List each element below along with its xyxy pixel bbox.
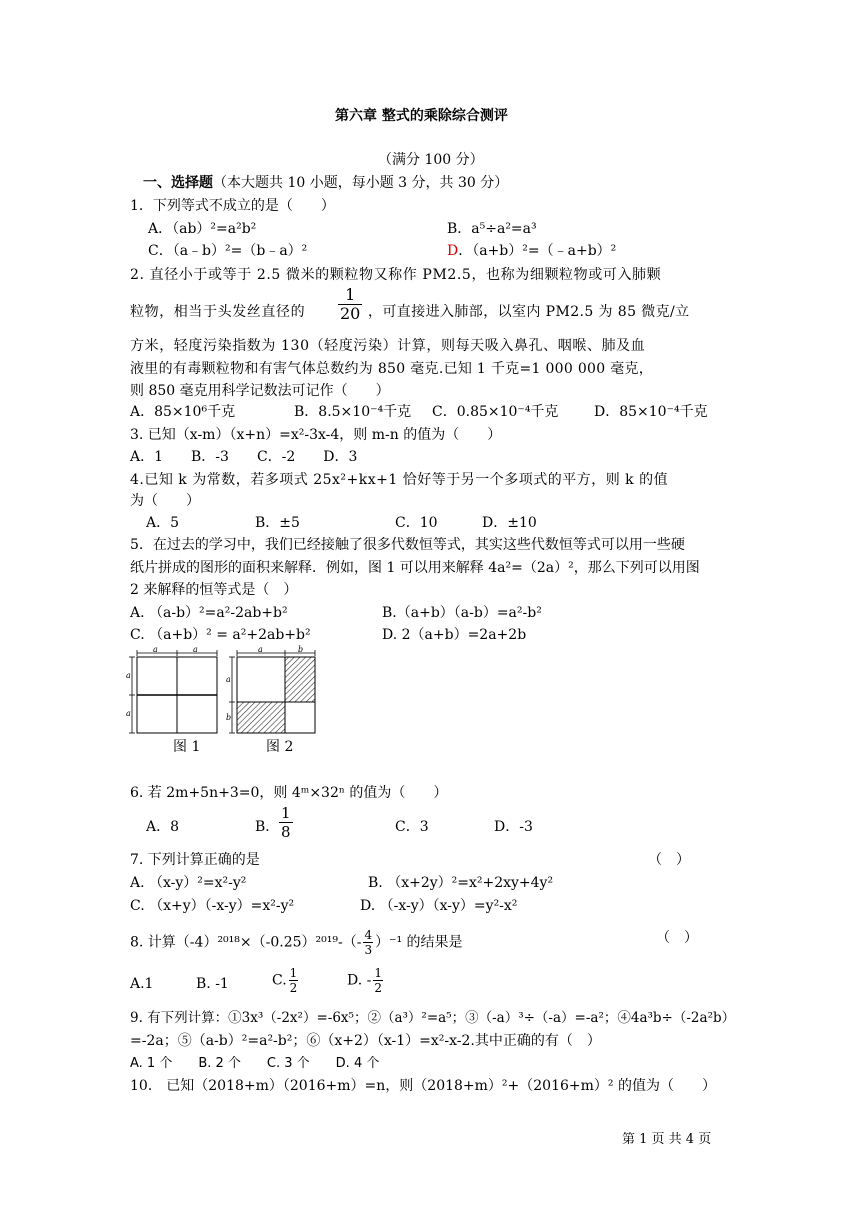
question-7-option-a: A. （x-y）²=x²-y²	[130, 875, 247, 891]
question-9-line-2: =-2a；⑤（a-b）²=a²-b²；⑥（x+2）（x-1）=x²-x-2.其中正确的有（ ）	[130, 1033, 601, 1049]
section-heading	[143, 173, 508, 193]
section-title: 一、选择题	[143, 175, 213, 191]
question-8-option-a: A.1	[130, 976, 154, 992]
option-c-fraction	[289, 966, 299, 995]
fig2-left-label-b: b	[226, 713, 232, 722]
figure-1	[126, 645, 217, 733]
question-4-option-c: C．10	[395, 515, 438, 531]
question-1-option-d	[447, 241, 616, 261]
question-5-option-d: D. 2（a+b）=2a+2b	[382, 627, 527, 643]
question-8-stem-post: ）⁻¹ 的结果是	[375, 934, 463, 951]
fig1-top-label-a2: a	[193, 645, 198, 654]
question-2-line-2a: 粒物，相当于头发丝直径的	[130, 304, 306, 320]
question-4-option-d: D．±10	[482, 515, 537, 531]
question-2-line-5: 则 850 毫克用科学记数法可记作（ ）	[130, 383, 390, 399]
question-8-stem	[130, 928, 463, 957]
fraction-1-20	[338, 286, 362, 323]
fraction-numerator: 4	[364, 928, 373, 942]
question-4-line-1: 4.已知 k 为常数，若多项式 25x²+kx+1 恰好等于另一个多项式的平方，则 k 的值	[130, 472, 669, 488]
question-8-stem-pre: 8. 计算（-4）²⁰¹⁸×（-0.25）²⁰¹⁹-（-	[130, 934, 362, 951]
question-2-option-a: A．85×10⁶千克	[130, 404, 236, 420]
fig2-top-label-b: b	[298, 645, 304, 654]
question-6-option-c: C．3	[395, 819, 429, 835]
fraction-numerator: 1	[281, 804, 291, 822]
question-2-option-d: D．85×10⁻⁴千克	[594, 404, 708, 420]
question-6-option-b-fraction	[279, 804, 293, 841]
option-d-label: D. -	[347, 972, 372, 989]
option-d-text: ．（a+b）²=（﹣a+b）²	[458, 243, 617, 259]
question-8-option-d	[347, 966, 385, 995]
question-5-line-2: 纸片拼成的图形的面积来解释．例如，图 1 可以用来解释 4a²=（2a）²，那么下列可以用图	[130, 560, 700, 576]
question-1-stem: 1．下列等式不成立的是（ ）	[130, 198, 335, 214]
question-2-line-4: 液里的有毒颗粒物和有害气体总数约为 850 毫克.已知 1 千克=1 000 000 毫克，	[130, 361, 654, 377]
question-4-option-b: B．±5	[255, 515, 300, 531]
fraction-numerator: 1	[289, 966, 298, 980]
question-2-line-3: 方米，轻度污染指数为 130（轻度污染）计算，则每天吸入鼻孔、咽喉、肺及血	[130, 338, 646, 354]
question-2-line-1: 2. 直径小于或等于 2.5 微米的颗粒物又称作 PM2.5，也称为细颗粒物或可入肺颗	[130, 267, 662, 283]
figures-area	[125, 645, 325, 745]
question-3-options: A．1 B．-3 C．-2 D．3	[130, 449, 358, 465]
fraction-numerator: 1	[374, 966, 382, 980]
question-5-option-c: C. （a+b）² = a²+2ab+b²	[130, 627, 311, 643]
question-5-option-a: A. （a-b）²=a²-2ab+b²	[130, 605, 288, 621]
question-4-option-a: A．5	[146, 515, 180, 531]
fraction-denominator: 20	[340, 304, 361, 323]
fraction-numerator: 1	[338, 286, 362, 305]
figure-2-caption: 图 2	[266, 739, 294, 755]
question-9-options: A. 1 个 B. 2 个 C. 3 个 D. 4 个	[130, 1056, 380, 1071]
fig2-left-label-a: a	[226, 675, 231, 684]
question-10-stem: 10． 已知（2018+m）（2016+m）=n，则（2018+m）²+（2016+m）² 的值为（ ）	[130, 1078, 716, 1094]
section-note: （本大题共 10 小题，每小题 3 分，共 30 分）	[213, 175, 509, 191]
fraction-denominator: 2	[289, 981, 298, 995]
fraction-denominator: 3	[364, 943, 373, 957]
fig1-top-label-a1: a	[153, 645, 158, 654]
question-7-option-d: D. （-x-y）（x-y）=y²-x²	[360, 898, 518, 914]
page-title: 第六章 整式的乘除综合测评	[335, 108, 508, 124]
option-d-fraction	[373, 966, 383, 995]
question-2-line-2b: ，可直接进入肺部，以室内 PM2.5 为 85 微克/立	[368, 304, 690, 320]
question-1-option-a: A．（ab）²=a²b²	[148, 221, 257, 237]
question-5-line-1: 5．在过去的学习中，我们已经接触了很多代数恒等式，其实这些代数恒等式可以用一些硬	[130, 537, 685, 553]
question-5-line-3: 2 来解释的恒等式是（ ）	[130, 582, 298, 598]
option-c-label: C.	[272, 972, 287, 989]
question-8-option-c	[272, 966, 300, 995]
fig2-top-label-a: a	[258, 645, 263, 654]
question-2-option-c: C．0.85×10⁻⁴千克	[432, 404, 559, 420]
question-8-bracket: （ ）	[656, 930, 698, 946]
figure-1-caption: 图 1	[173, 739, 201, 755]
question-7-option-b: B. （x+2y）²=x²+2xy+4y²	[368, 875, 554, 891]
question-3-stem: 3. 已知（x-m）（x+n）=x²-3x-4，则 m-n 的值为（ ）	[130, 427, 502, 443]
fraction-denominator: 8	[281, 823, 291, 841]
score-note: （满分 100 分）	[378, 152, 484, 168]
question-1-option-b: B．a⁵÷a²=a³	[447, 221, 537, 237]
question-6-option-d: D．-3	[494, 819, 533, 835]
fig1-left-label-a1: a	[126, 671, 131, 680]
fig1-left-label-a2: a	[126, 709, 131, 718]
figure-2	[226, 645, 315, 733]
question-9-line-1: 9. 有下列计算：①3x³（-2x²）=-6x⁵；②（a³）²=a⁵；③（-a）³÷（-a）=-a²；④4a³b÷（-2a²b）	[130, 1010, 736, 1026]
question-6-stem: 6. 若 2m+5n+3=0，则 4ᵐ×32ⁿ 的值为（ ）	[130, 785, 448, 801]
question-6-option-a: A．8	[146, 819, 180, 835]
option-d-letter: D	[447, 243, 459, 259]
question-5-option-b: B.（a+b）（a-b）=a²-b²	[382, 605, 542, 621]
question-7-option-c: C. （x+y）（-x-y）=x²-y²	[130, 898, 295, 914]
question-8-fraction	[363, 928, 373, 957]
question-1-option-c: C．（a﹣b）²=（b﹣a）²	[148, 243, 308, 259]
question-7-bracket: （ ）	[648, 852, 690, 868]
question-2-option-b: B．8.5×10⁻⁴千克	[294, 404, 412, 420]
question-4-line-2: 为（ ）	[130, 493, 200, 509]
question-6-option-b: B．	[255, 819, 280, 835]
question-8-option-b: B. -1	[196, 976, 229, 992]
fraction-denominator: 2	[374, 981, 382, 995]
question-7-stem: 7. 下列计算正确的是	[130, 852, 260, 868]
page-footer: 第 1 页 共 4 页	[622, 1132, 712, 1147]
